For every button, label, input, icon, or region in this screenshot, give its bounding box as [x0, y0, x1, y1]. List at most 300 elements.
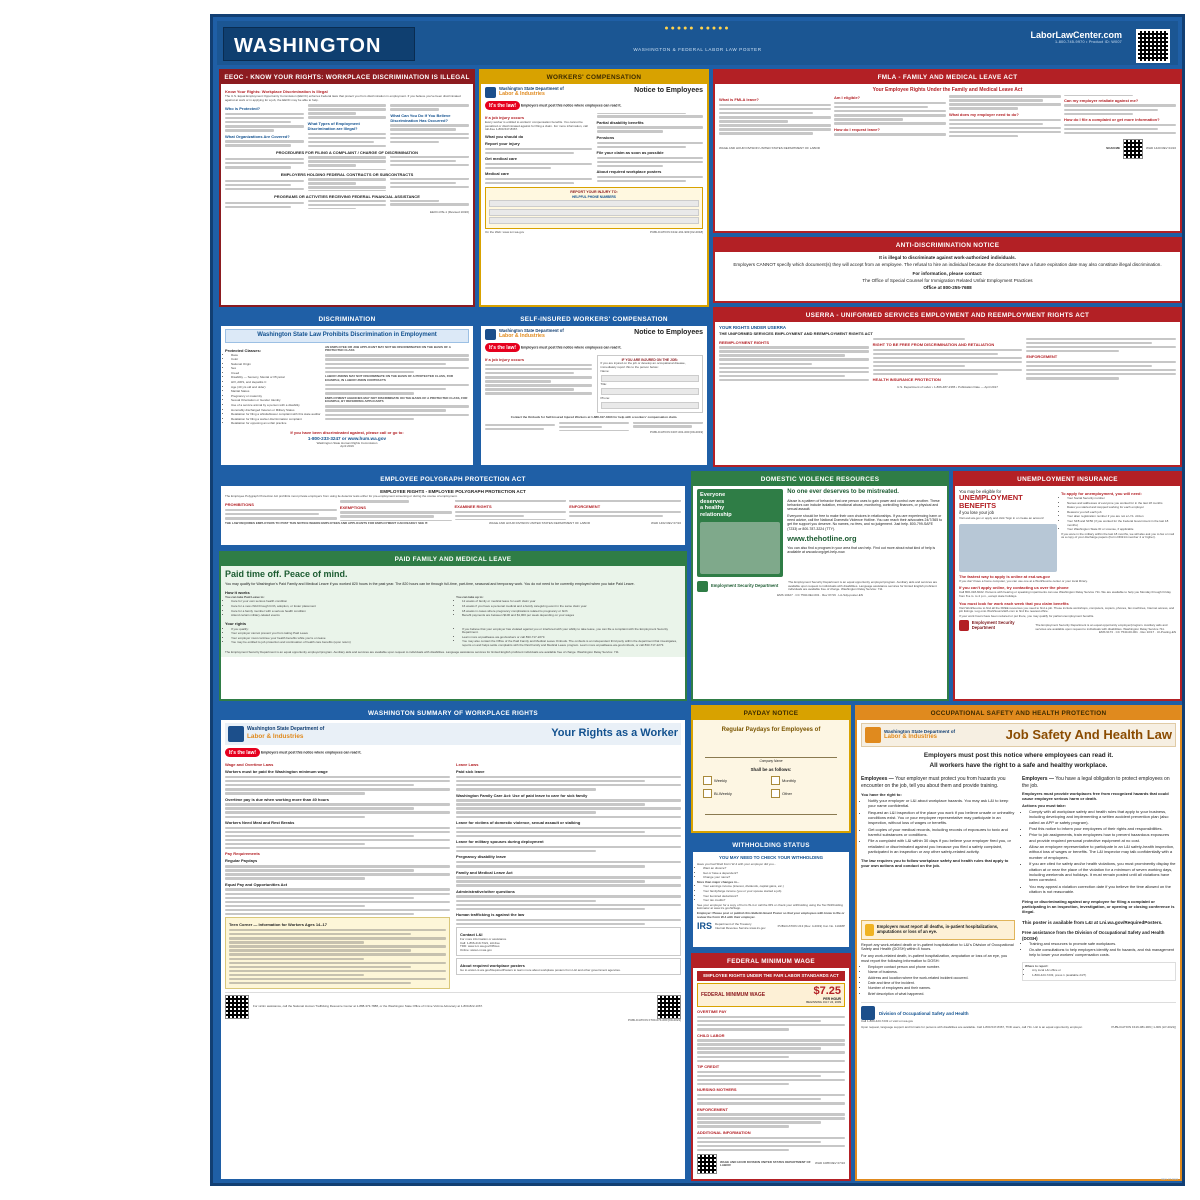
osha-report-list [868, 965, 1015, 997]
list-item: • Number of employees and their names. [868, 986, 1015, 990]
ui-c1-list [1067, 497, 1176, 532]
panel-summary-title: WASHINGTON SUMMARY OF WORKPLACE RIGHTS [221, 707, 685, 720]
wc-web: On the Web: www.Lni.wa.gov [485, 229, 525, 234]
osha-emp-sub: You have the right to: [861, 791, 902, 797]
sum-head: Your Rights as a Worker [551, 727, 678, 740]
ui-photo [959, 524, 1057, 572]
sum-law-text: Employers must post this notice where employees can read it. [261, 750, 362, 755]
anti-l4: The Office of Special Counsel for Immigration Related Unfair Employment Practices [862, 277, 1033, 283]
discrim-labor-head: LABOR UNIONS MAY NOT DISCRIMINATE ON THE BASIS OF A PROTECTED CLASS, FOR EXAMPLE, IN LABOR UNION CONTRACTS [325, 374, 454, 382]
panel-userra [713, 307, 1182, 467]
list-item: • Want an divorce? [703, 867, 845, 871]
list-item: • You may appeal a violation correction date if you believe the time allowed on the citation is not reasonable. [1029, 884, 1176, 895]
list-item: • Creed [231, 372, 321, 376]
lni-logo-3 [228, 726, 324, 742]
panel-eeoc [219, 69, 475, 307]
lni-mark-icon [861, 1006, 875, 1020]
ui-footer: The Employment Security Department is an equal opportunity employer/program. Auxiliary aids and services are available upon request to individuals with disabilities. Washington Relay Service 711. [1035, 623, 1168, 631]
panel-eeoc-title: EEOC - KNOW YOUR RIGHTS: WORKPLACE DISCRIMINATION IS ILLEGAL [221, 71, 473, 84]
wc-h8: File your claim as soon as possible [596, 150, 664, 156]
si-h1: If a job injury occurs [485, 357, 525, 363]
brand-name: LaborLawCenter.com [1030, 30, 1122, 40]
list-item: • If you believe that your employer has violated against you or interfered with your ability to take leave, you can file a complaint with the Employment Security Department. [462, 628, 681, 635]
panel-dv-body [693, 486, 947, 600]
pfml-head: Paid time off. Peace of mind. [225, 569, 348, 579]
panel-fmla-title: FMLA - FAMILY AND MEDICAL LEAVE ACT [715, 71, 1180, 84]
osha-agency2: Labor & Industries [884, 734, 938, 741]
lni-mark-icon [228, 726, 244, 742]
wc-law-text: Employers must post this notice where employees can read it. [521, 103, 622, 108]
mw-s1: OVERTIME PAY [697, 1009, 727, 1015]
sum-r8: Administrative/other questions [456, 888, 515, 894]
si-law-text: Employers must post this notice where employees can read it. [521, 345, 622, 350]
userra-c2: RIGHT TO BE FREE FROM DISCRIMINATION AND RETALIATION [872, 341, 995, 347]
payday-option-label: Bi-Weekly [714, 791, 732, 796]
state-badge [223, 27, 415, 61]
panel-workers-comp [479, 69, 709, 307]
warning-icon [865, 924, 874, 936]
mw-s3: TIP CREDIT [697, 1064, 720, 1070]
si-field-phone: Phone: [600, 395, 611, 400]
list-item: • Post this notice to inform your employees of their rights and responsibilities. [1029, 826, 1176, 831]
eeoc-col4-head: What Can You Do If You Believe Discrimination Has Occurred? [390, 112, 451, 123]
payday-option-label: Other [782, 791, 793, 796]
ui-cta[interactable]: Visit esd.wa.gov or apply and click 'Sign in or create an account' [959, 516, 1044, 521]
ui-pub: EMS 9173 · CC 7540-00-001 · Rev 10/17 · UI-Posting-EN [1098, 630, 1176, 635]
sum-s5: Regular Paydays [225, 858, 258, 864]
panel-payday [691, 705, 851, 833]
osha-report-p1: Report any work-related death or in-patient hospitalization to L&I's Division of Occupational Safety and Health (DOSH) within 8 hours. [861, 942, 1014, 952]
panel-workers-comp-body [481, 84, 707, 237]
eeoc-subhead: Know Your Rights: Workplace Discrimination is Illegal [225, 89, 328, 94]
pfml-rights-left [231, 628, 450, 645]
ui-c7: You must look for work each week that you claim benefits [959, 600, 1069, 606]
dv-tag2: deserves [700, 498, 725, 505]
list-item: • Allow an employee representative to participate in an L&I safety-health inspection, without loss of wages or benefits. The L&I inspector may talk confidentially with a number of employees. [1029, 844, 1176, 860]
panel-self-insured-title: SELF-INSURED WORKERS' COMPENSATION [481, 313, 707, 326]
wh-list-2 [703, 885, 845, 902]
discrim-protected-head: Protected Classes: [225, 347, 262, 353]
mw-sub: FEDERAL MINIMUM WAGE [701, 991, 766, 998]
list-item: • 12 weeks of family or medical leave for each claim year [462, 600, 681, 604]
poly-b4: ENFORCEMENT [569, 503, 601, 509]
dv-p4: The Employment Security Department is an equal opportunity employer/program. Auxiliary aids and services are available upon request to individuals with disabilities. Language assistance services for limited English proficient individuals are available free of charge. Washington Relay Service: 711 [788, 580, 938, 592]
list-item: • If you qualify: [231, 628, 450, 632]
list-item: • Any local L&I office or [1032, 969, 1173, 973]
payday-option-monthly[interactable] [771, 776, 839, 785]
osha-er-actions: Actions you must take: [1022, 802, 1067, 808]
sum-phone2[interactable]: TDD: www.Lni.wa.gov/Offices [460, 944, 500, 949]
list-item: • Retaliation for filing a whistleblower complaint with this state auditor [231, 413, 321, 417]
list-item: • Care for a new child through birth, adoption, or foster placement [231, 605, 450, 609]
payday-head: Regular Paydays for Employees of [721, 727, 821, 733]
wc-h5: Medical care [485, 171, 510, 177]
osha-contact[interactable]: Call 1-800-423-7233 or visit Lni.wa.gov [861, 1019, 914, 1024]
panel-pfml-title: PAID FAMILY AND MEDICAL LEAVE [221, 553, 685, 566]
list-item: • If you are cited for safety and/or health violations, you must prominently display the citation at or near the place of the violation for a minimum of seven working days, including weekends and holidays. It must remain posted until all violations have been corrected. [1029, 861, 1176, 883]
panel-withholding-title: WITHHOLDING STATUS [693, 839, 849, 852]
wh-dept: Department of the Treasury [715, 922, 752, 927]
ui-head1: You may be eligible for [959, 489, 1002, 494]
list-item: • Age (40 yrs old and older) [231, 386, 321, 390]
osha-agency: Washington State Department of [884, 729, 956, 735]
sum-r5: Leave for military spouses during deployment [456, 839, 544, 845]
poster-header [217, 21, 1178, 65]
panel-osha [855, 705, 1182, 1181]
summary-qr-icon [225, 995, 249, 1019]
list-item: • Color [231, 358, 321, 362]
panel-unemployment-title: UNEMPLOYMENT INSURANCE [955, 473, 1180, 486]
fmla-c1: What is FMLA leave? [719, 97, 759, 103]
poly-b1: PROHIBITIONS [225, 502, 254, 508]
discrim-phone[interactable]: 1-800-233-3247 or www.hum.wa.gov [307, 436, 387, 441]
osha-er-head: Employers — [1022, 776, 1054, 783]
sum-required: Go to www.Lni.wa.gov/RequiredPosters to learn more about workplace posters from L&I and other government agencies. [460, 967, 621, 972]
panel-osha-title: OCCUPATIONAL SAFETY AND HEALTH PROTECTION [857, 707, 1180, 720]
sum-required-head: About required workplace posters [460, 962, 525, 968]
list-item: • Pregnancy or maternity [231, 395, 321, 399]
si-h2: If you are injured on the job or develop an occupational disease, immediately report this to the person below: [600, 361, 686, 369]
dv-head: No one ever deserves to be mistreated. [787, 489, 899, 495]
osha-pub: PUBLICATION F416-081-909 [ 1-909 (LP-2021)] [1111, 1025, 1176, 1030]
fmla-c2: Am I eligible? [834, 95, 861, 101]
discrim-class-list [231, 354, 321, 427]
wc-agency: Washington State Department of [499, 86, 564, 92]
list-item: • Prior to job assignments, train employees how to prevent hazardous exposures and provide required personal protective equipment at no cost. [1029, 832, 1176, 843]
list-item: • Notify your employer or L&I about workplace hazards. You may ask L&I to keep your name confidential. [868, 798, 1015, 809]
wh-pub: PUBLICATION 213 (Rev. 4-2019) Cat. No. 11048P [777, 924, 845, 929]
osha-report-p2: For any work-related death, in-patient hospitalization, amputation or loss of an eye, you must report the following information to DOSH: [861, 954, 1008, 963]
wh-l7: See your employer for a copy of Form W-4 or call the IRS or check your withholding using the Tax Withholding Estimator at www.irs.gov/W4app. [697, 902, 843, 911]
wh-org: IRS [697, 921, 713, 932]
anti-l5: Office at 800-255-7688 [923, 284, 972, 290]
wc-pub: PUBLICATION F242-191-909 [02-2018] [650, 229, 703, 234]
panel-dv-title: DOMESTIC VIOLENCE RESOURCES [693, 473, 947, 486]
mw-s4: NURSING MOTHERS [697, 1087, 737, 1093]
discrim-emp-head: EMPLOYMENT AGENCIES MAY NOT DISCRIMINATE ON THE BASIS OF A PROTECTED CLASS, FOR EXAMPLE, BY REFERRING APPLICANTS [325, 395, 468, 404]
sum-r4: Leave for victims of domestic violence, sexual assault or stalking [456, 819, 581, 825]
eeoc-section-a: PROCEDURES FOR FILING A COMPLAINT / CHARGE OF DISCRIMINATION [275, 150, 419, 156]
list-item: • Your SF8 and SF50 (if you worked for the Federal Government in the last 18 months) [1067, 520, 1176, 527]
sum-phone3[interactable]: Online: www.Lni.wa.gov [460, 947, 492, 952]
pfml-lead: You may qualify for Washington's Paid Family and Medical Leave if you worked 820 hours in the past year. The 820 hours can be through full-time, part-time, seasonal and temporary work. You do not need to be currently employed when you take Paid Leave. [225, 582, 635, 587]
mw-s6: ADDITIONAL INFORMATION [697, 1129, 751, 1135]
wh-l8: Employer: Please post or publish this Bulletin Board Poster so that your employees with know to file or review the Form W-4 with their employer. [697, 911, 845, 919]
payday-option-biweekly[interactable] [703, 789, 771, 798]
fmla-c4: What does my employer need to do? [949, 111, 1019, 117]
mw-amount: $7.25 [813, 984, 841, 997]
list-item: • Your earnings income (interest, dividends, capital gains, etc.) [703, 885, 845, 889]
lni-mark-icon [485, 87, 496, 98]
lni-mark-icon [865, 727, 881, 743]
sum-r1: Leave Laws [456, 762, 479, 768]
lni-mark-icon [485, 329, 496, 340]
osha-footer: Upon request, language support and formats for persons with disabilities are available. Call 1-800-547-8367, TDD users, call 711. L&I is an equal opportunity employer. [861, 1025, 1083, 1030]
sum-law-badge: It's the law! [225, 748, 260, 757]
dv-pub: EMS 10427 · CC 7540-0EJ-001 · Rev 07/19 · LA-Sdp-poster-EN [777, 592, 863, 597]
esd-logo: Employment Security Department [697, 581, 784, 592]
fmla-c6: How do I file a complaint or get more information? [1064, 116, 1160, 122]
lni-logo-4 [865, 727, 955, 743]
list-item: • Care for your own serious health condition [231, 600, 450, 604]
ui-head3: if you lose your job [959, 510, 994, 515]
list-item: • Reasons you left each job [1067, 511, 1176, 515]
panel-unemployment [953, 471, 1182, 701]
poly-head: EMPLOYEE RIGHTS - EMPLOYEE POLYGRAPH PROTECTION ACT [380, 489, 526, 494]
esd-mark-icon [959, 620, 969, 631]
checkbox-icon[interactable] [703, 776, 712, 785]
panel-self-insured-body [481, 326, 707, 437]
anti-l3: For information, please contact: [912, 270, 983, 276]
pfml-rights-head: Your rights [225, 620, 247, 626]
list-item: • Date and time of the incident. [868, 981, 1015, 985]
poly-body: The Employee Polygraph Protection Act prohibits most private employers from using lie detector tests either for pre-employment screening or during the course of employment. [225, 493, 458, 498]
wh-dept2: Internal Revenue Service www.irs.gov [715, 925, 766, 930]
eeoc-col2-head: What Organizations Are Covered? [225, 133, 290, 139]
list-item: • File a complaint with L&I within 30 days if you believe your employer fired you, or retaliated or discriminated against you because you filed a safety complaint, participated in an inspection or any other safety-related activity. [868, 838, 1015, 854]
panel-userra-title: USERRA - UNIFORMED SERVICES EMPLOYMENT AND REEMPLOYMENT RIGHTS ACT [715, 309, 1180, 322]
mw-s5: ENFORCEMENT [697, 1106, 728, 1112]
si-notice: Notice to Employees [634, 329, 703, 336]
discrim-right-head: AN EMPLOYEE OR JOB APPLICANT MAY NOT BE DISCRIMINATED ON THE BASIS OF A PROTECTED CLASS [325, 344, 451, 353]
anti-l2: Employers CANNOT specify which document(s) they will accept from an employee. The refusal to hire an individual because the documents have a future expiration date may also constitute illegal discrimination. [733, 261, 1162, 267]
payday-company-input[interactable] [705, 741, 837, 758]
list-item: • Your family/large income (you or your spouse started a job) [703, 890, 845, 894]
osha-lead1: Employers must post this notice where employees can read it. [923, 752, 1114, 760]
ui-c3: The fastest way to apply is online at esd.wa.gov [959, 573, 1050, 579]
wc-h1: If a job injury occurs [485, 115, 525, 121]
wc-h7: Pensions [596, 134, 615, 140]
pfml-col1-list [231, 600, 450, 617]
ui-c6: Call 800-318-6022. Persons with hearing or speaking impairments can use Washington Relay Service 711. We are available to help you Monday through Friday from 8 a.m. to 4 p.m., except state holidays. [959, 590, 1171, 599]
poly-pub: WHD 1462 REV 07/16 [650, 520, 681, 525]
panel-anti-discrim-title: ANTI-DISCRIMINATION NOTICE [715, 239, 1180, 252]
wc-helpful: HELPFUL PHONE NUMBERS [572, 194, 616, 199]
panel-pfml [219, 551, 687, 701]
list-item: • Retaliation for filing a worker discrimination complaint [231, 418, 321, 422]
si-agency2: Labor & Industries [499, 332, 545, 339]
list-item: • Name of business. [868, 970, 1015, 974]
panel-eeoc-body [221, 84, 473, 217]
wc-notice: Notice to Employees [634, 87, 703, 94]
discrim-head: Washington State Law Prohibits Discrimination in Employment [225, 329, 469, 343]
panel-osha-body [857, 720, 1180, 1033]
list-item: • Get copies of your medical records, including records of exposures to toxic and harmful substances or conditions. [868, 827, 1015, 838]
panel-unemployment-body [955, 486, 1180, 638]
fmla-agency: WAGE AND HOUR DIVISION UNITED STATES DEPARTMENT OF LABOR [719, 145, 820, 150]
list-item: • Learn more at paidleave.wa.gov/workers or call 833-717-2273. [462, 636, 681, 640]
dv-tag4: relationship [700, 512, 732, 519]
payday-company-label: Company Name [759, 758, 783, 763]
si-contact: Contact the Ombuds for Self-Insured Injured Workers at 1-888-317-0493 for help with a workers' compensation claim. [510, 415, 678, 420]
sum-s3: Workers Need Meal and Rest Breaks [225, 819, 295, 825]
checkbox-icon[interactable] [771, 789, 780, 798]
fmla-c5: Can my employer retaliate against me? [1064, 97, 1139, 103]
list-item: • On-site consultations to help employers identify and fix hazards, and risk management help to lower your workers' compensation costs. [1029, 948, 1176, 957]
payday-other-input[interactable] [705, 804, 837, 815]
sum-r9: Human trafficking is against the law [456, 912, 525, 918]
list-item: • Your employer must continue your health benefits while you're on leave [231, 637, 450, 641]
list-item: • Comply with all workplace safety and health rules that apply to your business, including developing and implementing a written accident prevention plan (also called an APP or safety program). [1029, 809, 1176, 825]
discrim-date: April 2019 [340, 444, 354, 449]
panel-anti-discrim-body [715, 252, 1180, 294]
osha-emp-head: Employees — [861, 776, 894, 783]
anti-l1: It is illegal to discriminate against work-authorized individuals. [879, 255, 1016, 260]
list-item: • Care for a family member with a serious health condition [231, 610, 450, 614]
wc-p1: Every worker is entitled to workers' compensation benefits. You cannot be penalized or discriminated against for filing a claim. For more information, call toll-free 1-800-547-8367. [485, 120, 588, 132]
pfml-footer: The Employment Security Department is an equal opportunity employer/program. Auxiliary aids and services are available upon request to individuals with disabilities. Language assistance services for limited English proficient individuals are available free of charge. Washington Relay Service: 711 [225, 649, 619, 654]
list-item: • 18 weeks in cases where pregnancy complications related to pregnancy or birth [462, 610, 681, 614]
sum-r2: Paid sick leave [456, 769, 485, 775]
panel-withholding-body [693, 852, 849, 935]
sum-s6: Equal Pay and Opportunities Act [225, 881, 288, 887]
list-item: • Your tax credits? [703, 899, 845, 903]
si-field-title: Title: [600, 382, 607, 387]
poly-note: THE LAW REQUIRES EMPLOYERS TO POST THIS NOTICE WHERE EMPLOYEES AND APPLICANTS FOR EMPLOYMENT CAN READILY SEE IT. [225, 520, 429, 525]
payday-shall-be: Shall be as follows: [750, 766, 792, 772]
brand-logo [1030, 30, 1122, 45]
esd-mark-icon [697, 581, 708, 592]
sum-s1: Wage and Overtime Laws [225, 762, 274, 768]
wh-l5: More than major changes in... [697, 879, 740, 884]
checkbox-icon[interactable] [771, 776, 780, 785]
list-item: • Race [231, 354, 321, 358]
list-item: • Request an L&I inspection of the place you work if you believe unsafe or unhealthy conditions exist. You or your employee representative may participate in an inspection, without loss of wages or benefits. [868, 810, 1015, 826]
list-item: • Retaliation for opposing an unfair practice [231, 422, 321, 426]
list-item: • Use of a service animal by a person with a disability [231, 404, 321, 408]
panel-domestic-violence [691, 471, 949, 701]
dv-tag3: a healthy [700, 505, 725, 512]
list-item: • Sexual Orientation or Gender Identity [231, 399, 321, 403]
header-dots: ●●●●● ●●●●● [664, 25, 731, 32]
list-item: • Your Social Security number [1067, 497, 1176, 501]
osha-emp-close: The law requires you to follow workplace safety and health rules that apply to your own actions and conduct on the job. [861, 857, 1009, 868]
panel-minwage-body [693, 968, 849, 1177]
panel-fmla-body [715, 84, 1180, 162]
ui-c5: If you can't apply online, try contacting us over the phone [959, 585, 1069, 591]
osha-head: Job Safety And Health Law [1005, 727, 1172, 742]
sum-pub: PUBLICATION F700-074-000 [09-2021] [628, 1018, 681, 1023]
osha-where-head: Where to report: [1025, 963, 1049, 968]
osha-emp-list [868, 798, 1015, 855]
sum-contact-sub: For more information or assistance [460, 937, 507, 942]
panel-discrimination-title: DISCRIMINATION [221, 313, 473, 326]
minwage-qr-icon [697, 1154, 717, 1174]
list-item: • Address and location where the work-related incident occurred. [868, 976, 1015, 980]
sum-contact-head: Contact L&I [460, 932, 483, 938]
ui-c4: If you don't have a home computer, you can use one at a WorkSource center or your local library. [959, 578, 1088, 583]
lni-logo [485, 87, 564, 98]
panel-polygraph-body [221, 486, 685, 529]
payday-option-label: Monthly [782, 778, 797, 783]
panel-fmla [713, 69, 1182, 233]
eeoc-col1-head: Who is Protected? [225, 106, 261, 112]
panel-anti-discrimination [713, 237, 1182, 303]
wc-h6: Partial disability benefits [596, 119, 644, 125]
sum-s2: Overtime pay is due when working more than 40 hours [225, 796, 330, 802]
payday-option-weekly[interactable] [703, 776, 771, 785]
pfml-rights-right [462, 628, 681, 648]
eeoc-section-c: PROGRAMS OR ACTIVITIES RECEIVING FEDERAL FINANCIAL ASSISTANCE [274, 193, 420, 199]
mw-per: PER HOUR [823, 996, 841, 1001]
eeoc-col3-head: What Types of Employment Discrimination are Illegal? [307, 120, 360, 131]
poly-agency: WAGE AND HOUR DIVISION UNITED STATES DEPARTMENT OF LABOR [489, 520, 591, 525]
osha-lead2: All workers have the right to a safe and healthy workplace. [929, 762, 1108, 770]
sum-agency2: Labor & Industries [247, 733, 304, 741]
wc-agency2: Labor & Industries [499, 90, 545, 97]
fmla-subtitle: Your Employee Rights Under the Family and Medical Leave Act [872, 87, 1023, 93]
summary-qr-icon-2 [657, 995, 681, 1019]
dv-tagline-block [697, 489, 783, 577]
mw-head: EMPLOYEE RIGHTS UNDER THE FAIR LABOR STANDARDS ACT [697, 971, 845, 981]
checkbox-icon[interactable] [703, 789, 712, 798]
ui-c2: If you were in the military within the last 18 months, we will also ask you to fax or mail us a copy of your discharge papers (Form DD214 member 4 or higher). [1060, 531, 1175, 540]
dv-url[interactable]: www.thehotline.org [787, 534, 857, 544]
wc-law-badge: It's the law! [485, 101, 520, 110]
osha-div: Division of Occupational Safety and Health [879, 1010, 969, 1016]
list-item: • Get or have a dependent? [703, 872, 845, 876]
sum-s1b: Workers must be paid the Washington minimum wage [225, 769, 328, 775]
userra-h2: THE UNIFORMED SERVICES EMPLOYMENT AND REEMPLOYMENT RIGHTS ACT [719, 330, 873, 336]
list-item: • Your employer cannot prevent you from taking Paid Leave [231, 632, 450, 636]
ui-c1: To apply for unemployment, you will need: [1060, 491, 1142, 496]
mw-pub: WHD 1088 REV 07/16 [814, 1161, 845, 1166]
dv-p3: You can also find a program in your area that can help. Find out more about what kind of help is available at wscadv.org/get-help-now. [787, 545, 936, 554]
wc-report-box: REPORT YOUR INJURY TO: [570, 190, 618, 195]
list-item: • 1-800-423-7233, press 1 (available 24/7) [1032, 974, 1173, 978]
payday-option-other[interactable] [771, 789, 839, 798]
wh-list-1 [703, 867, 845, 880]
osha-avail-head: This poster is available from L&I at Lni.wa.gov/RequiredPosters. [1022, 919, 1163, 925]
osha-emp-lead: Your employer must protect you from hazards you encounter on the job, tell you about them and provide training. [861, 776, 1006, 789]
mw-agency: WAGE AND HOUR DIVISION UNITED STATES DEPARTMENT OF LABOR [720, 1159, 811, 1168]
ui-c8: Visit WorkSource to find all the FREE resources you need to find a job. These include workshops, computers, copiers, phones, fax machines, Internet access, and job listings. Log onto WorkSourceWA.com to find the nearest office. [959, 605, 1175, 614]
dv-p2: Everyone should be free to make their own choices in relationships. If you are experiencing harm or need advice, call the National Domestic Violence Hotline. You can reach their advocates 24/7/365 to get the support you deserve. No names, no fees, and no judgement. Just help. 800-799-SAFE (7233) or 800-787-3224 (TTY). [787, 513, 943, 531]
list-item: • Employer contact person and phone number. [868, 965, 1015, 969]
ui-head2: UNEMPLOYMENT BENEFITS [959, 493, 1023, 511]
dv-tag1: Everyone [700, 492, 726, 498]
fmla-c3: How do I request leave? [834, 126, 880, 132]
panel-payday-body [693, 720, 849, 833]
dv-p1: Abuse is a pattern of behavior that one person uses to gain power and control over another. These behaviors can include isolation, emotional abuse, monitoring, controlling finances, or physical and sexual assault. [787, 498, 940, 512]
sum-r7: Family and Medical Leave Act [456, 869, 513, 875]
userra-c4: ENFORCEMENT [1026, 354, 1058, 360]
brand-sub: 1-800-745-9970 • Product ID: W007 [1054, 40, 1122, 45]
panel-userra-body [715, 322, 1180, 392]
list-item: • National Origin [231, 363, 321, 367]
panel-discrimination-body [221, 326, 473, 452]
sum-phone1[interactable]: Call: 1-866-219-7321, toll-free [460, 940, 500, 945]
sum-s4: Pay Requirements [225, 851, 260, 857]
wh-head: YOU MAY NEED TO CHECK YOUR WITHHOLDING [718, 855, 823, 860]
osha-free-list [1029, 942, 1176, 957]
wh-l1: Have you had Shell Form W-4 with your employer did you... [697, 861, 777, 866]
osha-retal-head: Firing or discriminating against any employee for filing a complaint or participating in an inspection, investigation, or opening or closing conference is illegal. [1022, 898, 1175, 914]
list-item: • Disability — Sensory, Mental or Physical [231, 376, 321, 380]
sum-traff: For victim assistance, call the National Human Trafficking Resource Center at 1-888-373-7888, or the Washington State Office of Crime Victims Advocacy at 1-800-822-1067. [253, 1004, 484, 1009]
osha-report-head: Employers must report all deaths, in-patient hospitalizations, amputations or loss of an eye. [876, 923, 999, 934]
panel-payday-title: PAYDAY NOTICE [693, 707, 849, 720]
osha-er-lead: You have a legal obligation to protect employees on the job. [1022, 776, 1170, 789]
userra-c3: HEALTH INSURANCE PROTECTION [872, 377, 941, 383]
list-item: • HIV, AIDS, and Hepatitis C [231, 381, 321, 385]
list-item: • Dates you started and stopped working for each employer [1067, 506, 1176, 510]
pfml-col2-head: You can take up to: [456, 594, 484, 599]
eeoc-footer: EEOC-P/E-1 (Revised 10/20) [429, 209, 469, 214]
panel-withholding [691, 837, 851, 949]
list-item: • Honorably discharged Veteran or Military Status [231, 409, 321, 413]
pfml-col2-list [462, 600, 681, 617]
